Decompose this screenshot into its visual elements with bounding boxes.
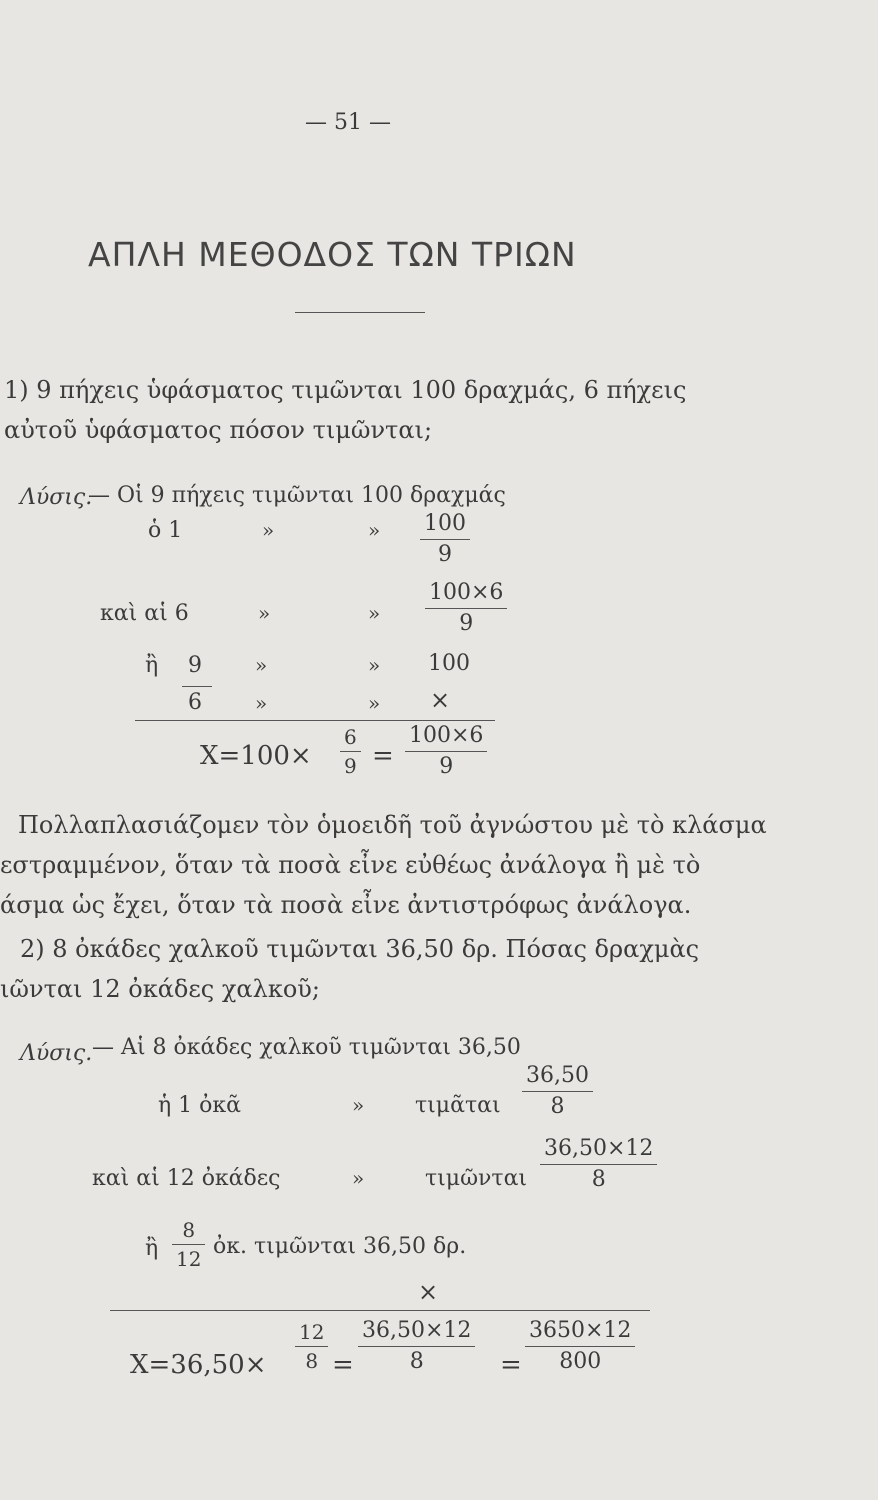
- denominator: 8: [305, 1349, 319, 1373]
- ditto-mark: »: [368, 601, 381, 625]
- denominator: 8: [591, 1167, 606, 1192]
- numerator: 12: [299, 1320, 325, 1344]
- numerator: 100×6: [409, 723, 484, 748]
- solution-1-row-4-right: 100: [428, 651, 470, 676]
- problem-1-line-2: αὐτοῦ ὑφάσματος πόσον τιμῶνται;: [4, 416, 433, 444]
- numerator: 100: [424, 511, 466, 536]
- solution-2-row-3-verb: τιμῶνται: [425, 1166, 528, 1191]
- fraction-8-over-12: [172, 1220, 205, 1269]
- numerator: 36,50: [526, 1063, 589, 1088]
- fraction-100-over-9: [420, 513, 470, 566]
- fraction-36-50x12-over-8: [540, 1138, 657, 1191]
- cross-multiply-icon: ×: [418, 1278, 439, 1306]
- page-title: ΑΠΛΗ ΜΕΘΟΔΟΣ ΤΩΝ ΤΡΙΩΝ: [88, 235, 577, 274]
- equals-sign: =: [372, 741, 394, 771]
- solution-2-row-4-text: ὀκ. τιμῶνται 36,50 δρ.: [213, 1234, 467, 1259]
- ditto-mark: »: [368, 518, 381, 542]
- solution-2-row-4-left: ἢ: [145, 1236, 159, 1261]
- result-1-lhs: X=100×: [200, 741, 312, 771]
- page-number: — 51 —: [305, 110, 391, 135]
- solution-2-label: Λύσις.: [20, 1041, 93, 1066]
- equals-sign: =: [500, 1350, 522, 1380]
- solution-1-label: Λύσις.: [20, 485, 93, 510]
- numerator: 36,50×12: [362, 1318, 472, 1343]
- fraction-100x6-over-9: [425, 582, 507, 635]
- ditto-mark: »: [258, 601, 271, 625]
- separator-line: [135, 720, 495, 721]
- ditto-mark: »: [368, 691, 381, 715]
- denominator: 9: [439, 754, 454, 779]
- ditto-mark: »: [352, 1093, 365, 1117]
- solution-1-row-4-num: 9: [188, 653, 202, 678]
- fraction-6-over-9: [340, 727, 361, 776]
- ditto-mark: »: [262, 518, 275, 542]
- solution-1-row-3-left: καὶ αἱ 6: [100, 601, 189, 626]
- fraction-36-50-over-8: [522, 1065, 593, 1118]
- numerator: 36,50×12: [544, 1136, 654, 1161]
- solution-2-row-3-left: καὶ αἱ 12 ὀκάδες: [92, 1166, 281, 1191]
- denominator: 9: [344, 754, 357, 778]
- fraction-bar: [182, 686, 212, 687]
- result-2-lhs: X=36,50×: [130, 1350, 267, 1380]
- equals-sign: =: [332, 1350, 354, 1380]
- problem-2-line-1: 2) 8 ὀκάδες χαλκοῦ τιμῶνται 36,50 δρ. Πόσας δραχμὰς: [20, 935, 700, 963]
- numerator: 6: [344, 725, 357, 749]
- denominator: 800: [559, 1349, 602, 1374]
- solution-1-row-5-num: 6: [188, 690, 202, 715]
- fraction-12-over-8: [295, 1322, 328, 1371]
- rule-line-3: άσμα ὡς ἔχει, ὅταν τὰ ποσὰ εἶνε ἀντιστρόφως ἀνάλογα.: [0, 891, 692, 919]
- problem-1-line-1: 1) 9 πήχεις ὑφάσματος τιμῶνται 100 δραχμάς, 6 πήχεις: [4, 376, 687, 404]
- numerator: 8: [182, 1218, 196, 1242]
- solution-1-row-2-left: ὁ 1: [148, 518, 183, 543]
- denominator: 12: [176, 1247, 202, 1271]
- fraction-100x6-over-9: [405, 725, 487, 778]
- denominator: 8: [550, 1094, 565, 1119]
- ditto-mark: »: [368, 653, 381, 677]
- title-underline: [295, 312, 425, 313]
- fraction-36-50x12-over-8: [358, 1320, 475, 1373]
- ditto-mark: »: [352, 1166, 365, 1190]
- cross-multiply-icon: ×: [430, 686, 451, 714]
- problem-2-line-2: ιῶνται 12 ὀκάδες χαλκοῦ;: [0, 975, 320, 1003]
- fraction-3650x12-over-800: [525, 1320, 635, 1373]
- rule-line-1: Πολλαπλασιάζομεν τὸν ὁμοειδῆ τοῦ ἀγνώστου μὲ τὸ κλάσμα: [18, 811, 767, 839]
- solution-2-row-2-verb: τιμᾶται: [415, 1093, 501, 1118]
- solution-2-row-1: — Αἱ 8 ὀκάδες χαλκοῦ τιμῶνται 36,50: [92, 1035, 521, 1060]
- solution-2-row-2-left: ἡ 1 ὀκᾶ: [158, 1093, 242, 1118]
- rule-line-2: εστραμμένον, ὅταν τὰ ποσὰ εἶνε εὐθέως ἀνάλογα ἢ μὲ τὸ: [0, 851, 701, 879]
- solution-1-row-4-left: ἢ: [145, 653, 159, 678]
- solution-1-row-1: — Οἱ 9 πήχεις τιμῶνται 100 δραχμάς: [88, 483, 506, 508]
- denominator: 9: [438, 542, 452, 567]
- numerator: 100×6: [429, 580, 504, 605]
- numerator: 3650×12: [529, 1318, 632, 1343]
- ditto-mark: »: [255, 691, 268, 715]
- denominator: 9: [459, 611, 474, 636]
- separator-line: [110, 1310, 650, 1311]
- denominator: 8: [409, 1349, 424, 1374]
- ditto-mark: »: [255, 653, 268, 677]
